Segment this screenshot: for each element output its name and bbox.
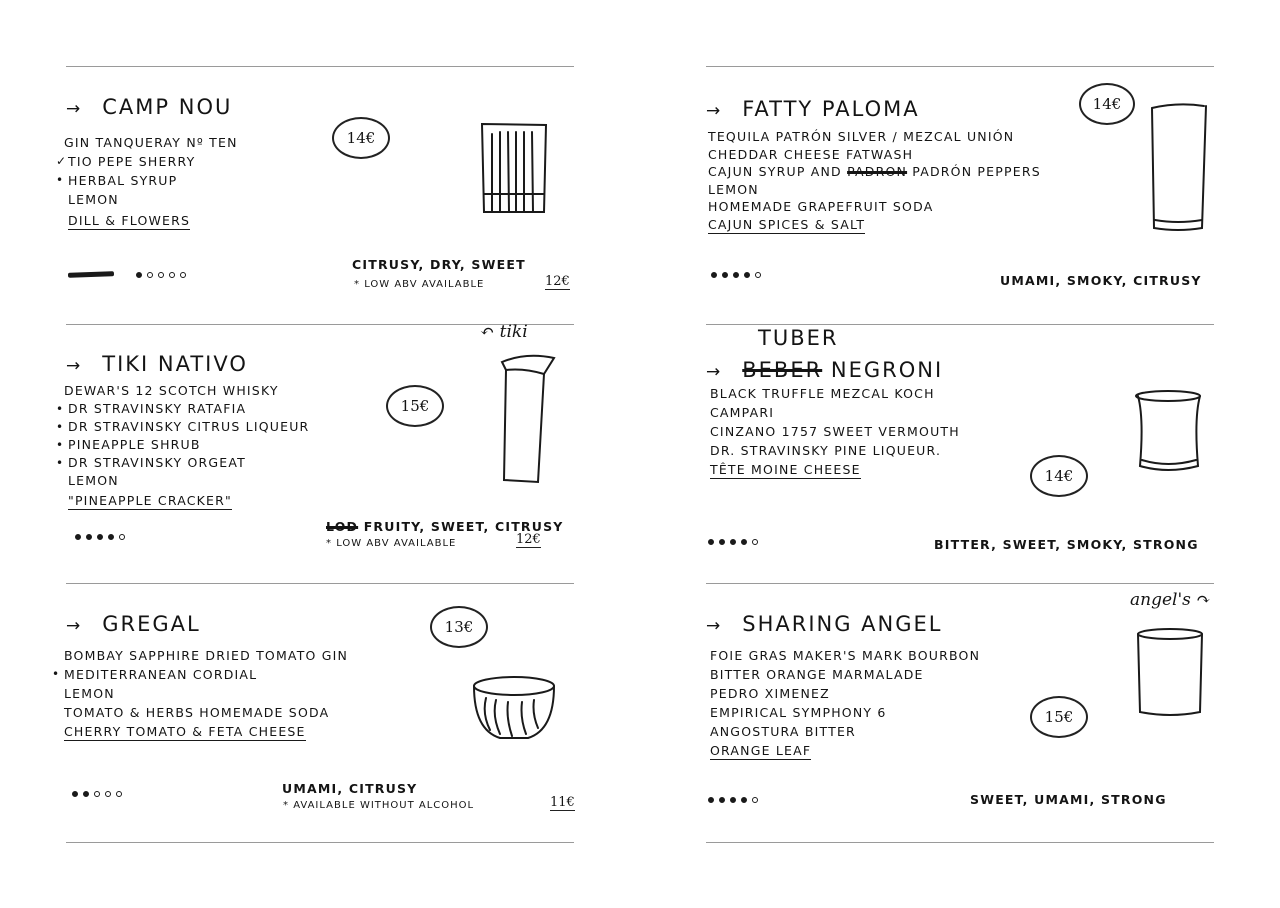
price-badge: 14€ [1030,455,1088,497]
tiki-glass-icon [498,352,558,486]
ingredient: • DR STRAVINSKY ORGEAT [56,455,246,470]
rating-dot [72,791,78,797]
struck-word: LOD [326,519,359,534]
ingredient: BITTER ORANGE MARMALADE [710,667,924,682]
ingredient: ✓ TIO PEPE SHERRY [56,154,196,169]
price-badge: 14€ [1079,83,1135,125]
rating-dots [708,797,758,803]
rating-dot [75,534,81,540]
rating-dot [158,272,164,278]
rating-dots [72,791,122,797]
divider [706,324,1214,325]
rating-dot [719,539,725,545]
item-title: → TIKI NATIVO [66,352,248,376]
ingredient: TOMATO & HERBS HOMEMADE SODA [64,705,330,720]
scribble-mark [68,271,114,278]
hand-note: angel's ↷ [1130,590,1211,610]
rocks-glass-icon [1134,388,1206,476]
ingredient: LEMON [64,686,115,701]
ingredient: ORANGE LEAF [710,743,812,758]
rating-dots [708,539,758,545]
divider [706,583,1214,584]
item-title: → BEBER NEGRONI [706,358,944,382]
rating-dot [741,539,747,545]
bullet-icon: • [56,438,65,452]
arrow-icon: → [706,101,723,121]
rating-dot [169,272,175,278]
ingredient-list [710,384,960,479]
tumbler-glass-icon [1134,626,1206,720]
rating-dot [730,539,736,545]
availability-note: * AVAILABLE WITHOUT ALCOHOL [283,800,475,811]
ingredient-list [708,128,1041,234]
ingredient: • HERBAL SYRUP [56,173,178,188]
arrow-icon: → [66,99,83,119]
ingredient: ANGOSTURA BITTER [710,724,856,739]
divider [706,66,1214,67]
rating-dot [116,791,122,797]
rating-dot [708,797,714,803]
flavor-tags: UMAMI, SMOKY, CITRUSY [1000,273,1202,288]
ingredient: EMPIRICAL SYMPHONY 6 [710,705,887,720]
rating-dot [744,272,750,278]
ingredient-list [710,646,980,760]
ingredient: LEMON [68,473,119,488]
rating-dot [108,534,114,540]
ingredient: HOMEMADE GRAPEFRUIT SODA [708,199,934,214]
rating-dot [755,272,761,278]
availability-note: * LOW ABV AVAILABLE [326,538,457,549]
ingredient: CINZANO 1757 SWEET VERMOUTH [710,424,960,439]
curl-arrow-icon: ↷ [1196,590,1211,610]
ingredient: DILL & FLOWERS [68,213,191,228]
rating-dots [711,272,761,278]
rating-dot [752,539,758,545]
ingredient: TÊTE MOINE CHEESE [710,462,861,477]
rating-dot [83,791,89,797]
ingredient: BLACK TRUFFLE MEZCAL KOCH [710,386,935,401]
price-badge: 13€ [430,606,488,648]
ingredient: DEWAR'S 12 SCOTCH WHISKY [64,383,279,398]
ribbed-tumbler-icon [478,120,552,216]
flavor-tags: LOD FRUITY, SWEET, CITRUSY [326,519,564,534]
rating-dot [105,791,111,797]
ingredient: PEDRO XIMENEZ [710,686,830,701]
rating-dot [86,534,92,540]
item-title: → SHARING ANGEL [706,612,943,636]
ingredient: DR. STRAVINSKY PINE LIQUEUR. [710,443,942,458]
ingredient: LEMON [708,181,759,197]
rating-dot [180,272,186,278]
struck-word: BEBER [742,358,823,382]
alt-price: 12€ [545,274,570,289]
ceramic-bowl-icon [470,674,558,744]
rating-dot [708,539,714,545]
rating-dot [711,272,717,278]
curl-arrow-icon: ↶ [480,322,495,342]
alt-price: 11€ [550,795,575,810]
ingredient: GIN TANQUERAY Nº TEN [64,135,238,150]
bullet-icon: • [56,456,65,470]
ingredient: BOMBAY SAPPHIRE DRIED TOMATO GIN [64,648,349,663]
rating-dot [733,272,739,278]
bullet-icon: • [56,402,65,416]
price-badge: 14€ [332,117,390,159]
rating-dots [136,272,186,278]
bullet-icon: • [56,173,65,187]
ingredient: • DR STRAVINSKY CITRUS LIQUEUR [56,419,310,434]
ingredient: • DR STRAVINSKY RATAFIA [56,401,247,416]
item-title: → GREGAL [66,612,201,636]
flavor-tags: BITTER, SWEET, SMOKY, STRONG [934,537,1199,552]
ingredient: CAMPARI [710,405,775,420]
flavor-tags: SWEET, UMAMI, STRONG [970,792,1167,807]
bullet-icon: • [56,420,65,434]
rating-dot [741,797,747,803]
ingredient: CHERRY TOMATO & FETA CHEESE [64,724,306,739]
highball-glass-icon [1148,102,1212,234]
availability-note: * LOW ABV AVAILABLE [354,279,485,290]
divider [706,842,1214,843]
rating-dots [75,534,125,540]
ingredient: FOIE GRAS MAKER'S MARK BOURBON [710,648,981,663]
rating-dot [722,272,728,278]
ingredient: TEQUILA PATRÓN SILVER / MEZCAL UNIÓN [708,129,1015,144]
rating-dot [719,797,725,803]
arrow-icon: → [706,616,723,636]
rating-dot [136,272,142,278]
check-mark-icon: ✓ [56,154,68,168]
ingredient-list [56,133,238,230]
ingredient: CAJUN SYRUP AND PADRON PADRÓN PEPPERS [708,164,1041,179]
divider [66,842,574,843]
price-badge: 15€ [386,385,444,427]
item-title: → FATTY PALOMA [706,97,920,121]
rating-dot [94,791,100,797]
divider [66,583,574,584]
item-title: → CAMP NOU [66,95,233,119]
hand-note: ↶ tiki [480,322,528,342]
ingredient: • MEDITERRANEAN CORDIAL [52,667,258,682]
rating-dot [97,534,103,540]
struck-word: PADRON [847,164,908,179]
arrow-icon: → [66,356,83,376]
alt-price: 12€ [516,532,541,547]
arrow-icon: → [66,616,83,636]
price-badge: 15€ [1030,696,1088,738]
ingredient-list [56,382,310,510]
ingredient: "PINEAPPLE CRACKER" [68,493,232,508]
rating-dot [147,272,153,278]
ingredient: CHEDDAR CHEESE FATWASH [708,146,914,162]
rating-dot [730,797,736,803]
flavor-tags: UMAMI, CITRUSY [282,781,418,796]
ingredient: • PINEAPPLE SHRUB [56,437,201,452]
rating-dot [119,534,125,540]
divider [66,66,574,67]
flavor-tags: CITRUSY, DRY, SWEET [352,257,526,272]
rating-dot [752,797,758,803]
ingredient: CAJUN SPICES & SALT [708,216,866,232]
bullet-icon: • [52,667,61,681]
ingredient: LEMON [68,192,119,207]
arrow-icon: → [706,362,723,382]
title-correction: TUBER [758,326,839,350]
ingredient-list [52,646,349,741]
